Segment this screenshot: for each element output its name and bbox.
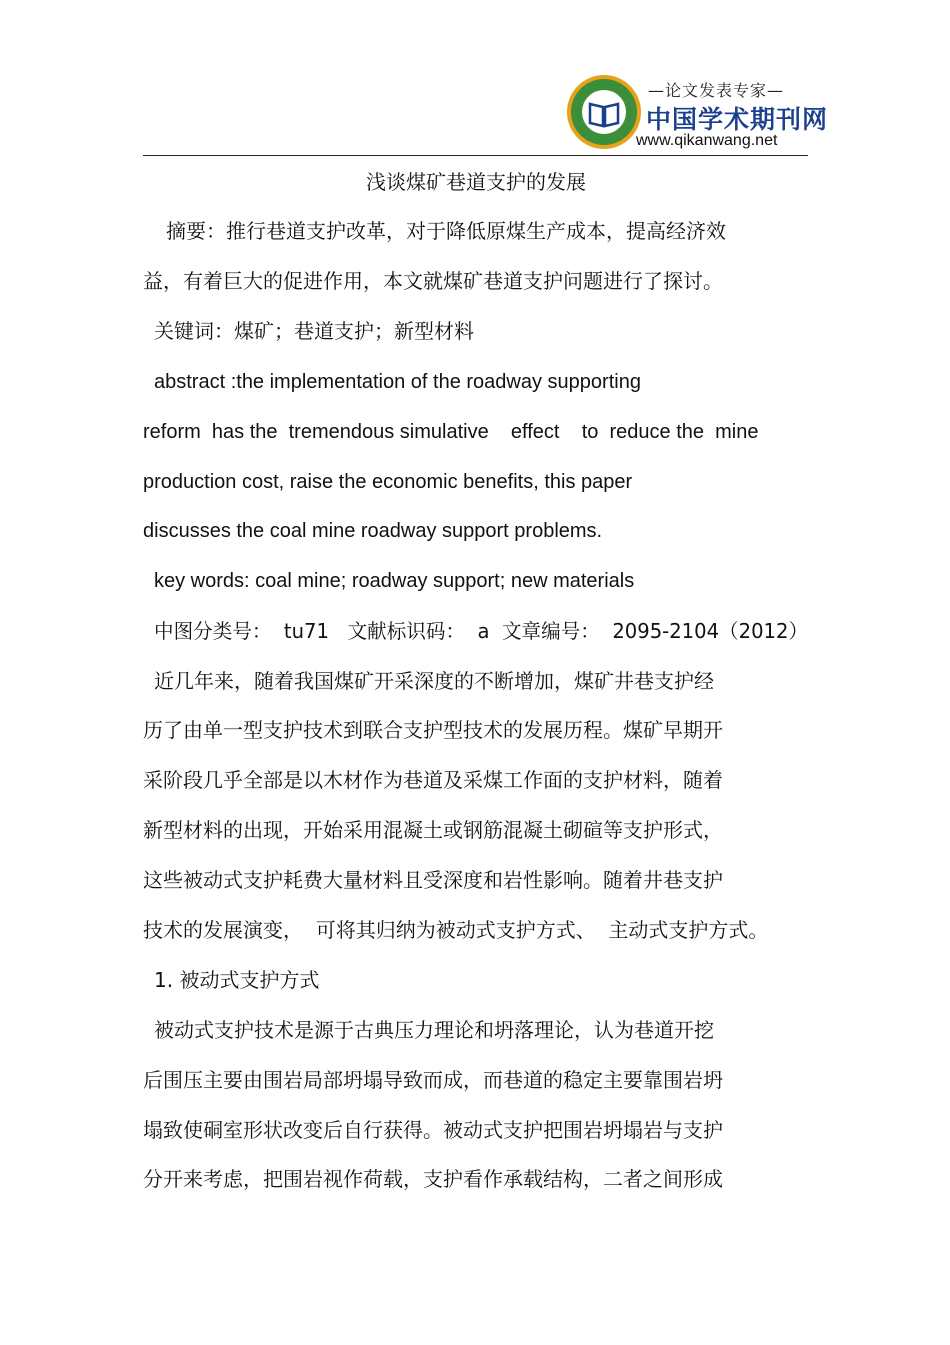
body-line-5: 这些被动式支护耗费大量材料且受深度和岩性影响。随着井巷支护 xyxy=(143,868,723,892)
body-line-2: 历了由单一型支护技术到联合支护型技术的发展历程。煤矿早期开 xyxy=(143,718,723,742)
abstract-en-line-2: reform has the tremendous simulative effect to reduce the mine xyxy=(143,421,759,443)
body-line-9: 塌致使硐室形状改变后自行获得。被动式支护把围岩坍塌岩与支护 xyxy=(143,1118,723,1142)
abstract-zh-line-2: 益，有着巨大的促进作用，本文就煤矿巷道支护问题进行了探讨。 xyxy=(143,269,723,293)
journal-seal-icon xyxy=(566,74,642,150)
body-line-7: 被动式支护技术是源于古典压力理论和坍落理论，认为巷道开挖 xyxy=(154,1018,714,1042)
keywords-en: key words: coal mine; roadway support; new materials xyxy=(154,570,635,592)
document-title: 浅谈煤矿巷道支护的发展 xyxy=(366,170,586,194)
abstract-en-line-3: production cost, raise the economic benefits, this paper xyxy=(143,471,633,493)
abstract-en-line-4: discusses the coal mine roadway support problems. xyxy=(143,520,603,542)
header-divider xyxy=(143,155,808,156)
keywords-zh: 关键词：煤矿；巷道支护；新型材料 xyxy=(154,319,474,343)
header-logo xyxy=(566,70,829,156)
body-line-1: 近几年来，随着我国煤矿开采深度的不断增加，煤矿井巷支护经 xyxy=(154,669,714,693)
logo-brand: 中国学术期刊网 xyxy=(646,105,829,134)
body-line-6: 技术的发展演变， 可将其归纳为被动式支护方式、 主动式支护方式。 xyxy=(143,918,769,942)
logo-slogan: —论文发表专家— xyxy=(648,81,785,100)
body-line-4: 新型材料的出现，开始采用混凝土或钢筋混凝土砌碹等支护形式， xyxy=(143,818,723,842)
abstract-en-line-1: abstract :the implementation of the roadway supporting xyxy=(154,371,641,393)
body-line-8: 后围压主要由围岩局部坍塌导致而成，而巷道的稳定主要靠围岩坍 xyxy=(143,1068,723,1092)
body-line-10: 分开来考虑，把围岩视作荷载，支护看作承载结构，二者之间形成 xyxy=(143,1167,723,1191)
classification-info: 中图分类号： tu71 文献标识码： a 文章编号： 2095-2104（2012） xyxy=(154,619,809,643)
logo-url: www.qikanwang.net xyxy=(636,132,778,149)
section-heading-1: 1. 被动式支护方式 xyxy=(154,968,320,992)
body-line-3: 采阶段几乎全部是以木材作为巷道及采煤工作面的支护材料，随着 xyxy=(143,768,723,792)
abstract-zh-line-1: 摘要：推行巷道支护改革，对于降低原煤生产成本，提高经济效 xyxy=(166,219,726,243)
